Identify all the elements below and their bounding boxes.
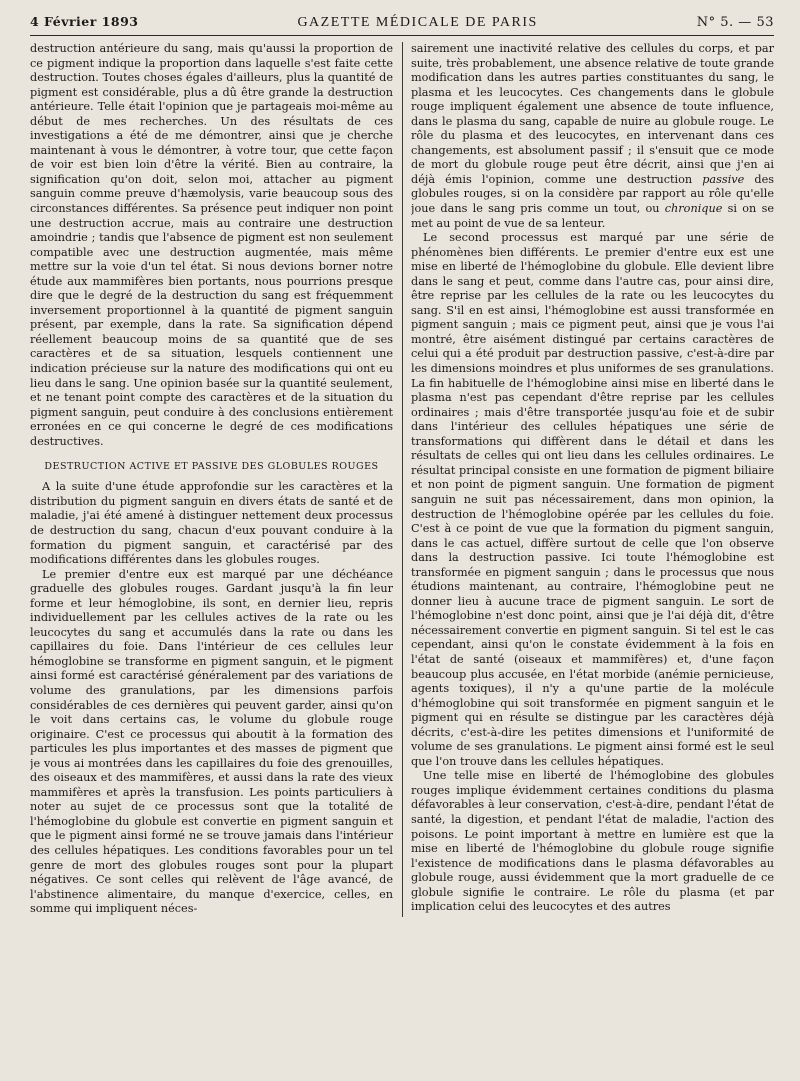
- emphasis-passive: passive: [702, 172, 745, 186]
- article-body: [30, 42, 774, 917]
- left-column: [30, 42, 393, 917]
- paragraph: [411, 42, 774, 231]
- paragraph: Le second processus est marqué par une série de phénomènes bien différents. Le premier d'entre eux est une mise en liberté de l'hémoglobine du globule. Elle devient libre dans le sang et peut, comme dans l'autre cas, pour ainsi dire, être reprise par les cellules de la rate ou les leucocytes du sang. S'il en est ainsi, l'hémoglobine est aussi transformée en pigment sanguin ; mais ce pigment peut, ainsi que je vous l'ai montré, être aisément distingué par certains caractères de celui qui a été produit par destruction passive, c'est-à-dire par les dimensions moindres et plus uniformes de ses granulations. La fin habituelle de l'hémoglobine ainsi mise en liberté dans le plasma n'est pas cependant d'être reprise par les cellules ordinaires ; mais d'être transportée jusqu'au foie et de subir dans l'intérieur des cellules hépatiques une série de transformations qui diffèrent dans le détail et dans les résultats de celles qui ont lieu dans les cellules ordinaires. Le résultat principal consiste en une formation de pigment biliaire et non point de pigment sanguin. Une formation de pigment sanguin ne suit pas nécessairement, dans mon opinion, la destruction de l'hémoglobine opérée par les cellules du foie. C'est à ce point de vue que la formation du pigment sanguin, dans le cas actuel, diffère surtout de celle que l'on observe dans la destruction passive. Ici toute l'hémoglobine est transformée en pigment sanguin ; dans le processus que nous étudions maintenant, au contraire, l'hémoglobine peut ne donner lieu à aucune trace de pigment sanguin. Le sort de l'hémoglobine n'est donc point, ainsi que je l'ai déjà dit, d'être nécessairement convertie en pigment sanguin. Si tel est le cas cependant, ainsi qu'on le constate évidemment à la fois en l'état de santé (oiseaux et mammifères) et, d'une façon beaucoup plus accusée, en l'état morbide (anémie pernicieuse, agents toxiques), il n'y a qu'une partie de la molécule d'hémoglobine qui soit transformée en pigment sanguin et le pigment qui en résulte se distingue par les caractères déjà décrits, c'est-à-dire les petites dimensions et l'uniformité de volume de ses granulations. Le pigment ainsi formé est le seul que l'on trouve dans les cellules hépatiques.: [411, 231, 774, 768]
- emphasis-chronique: chronique: [664, 202, 723, 216]
- paragraph: A la suite d'une étude approfondie sur les caractères et la distribution du pigment sanguin en divers états de santé et de maladie, j'ai été amené à distinguer nettement deux processus de destruction du sang, chacun d'eux pouvant conduire à la formation du pigment sanguin, et caractérisé par des modifications différentes dans les globules rouges.: [30, 480, 393, 567]
- journal-title: GAZETTE MÉDICALE DE PARIS: [297, 15, 538, 30]
- right-column: [411, 42, 774, 917]
- text-run: si on se met au point de vue de sa lenteur.: [411, 202, 774, 230]
- paragraph: destruction antérieure du sang, mais qu'aussi la proportion de ce pigment indique la proportion dans laquelle s'est faite cette destruction. Toutes choses égales d'ailleurs, plus la quantité de pigment est considérable, plus a dû être grande la destruction antérieure. Telle était l'opinion que je partageais moi-même au début de mes recherches. Un des résultats de ces investigations a été de me démontrer, ainsi que je cherche maintenant à vous le démontrer, à votre tour, que cette façon de voir est bien loin d'être la vérité. Bien au contraire, la signification qu'on doit, selon moi, attacher au pigment sanguin comme preuve d'hæmolysis, varie beaucoup sous des circonstances différentes. Sa présence peut indiquer non point une destruction accrue, mais au contraire une destruction amoindrie ; tandis que l'absence de pigment est non seulement compatible avec une destruction augmentée, mais même mettre sur la voie d'un tel état. Si nous devions borner notre étude aux mammifères bien portants, nous pourrions presque dire que le degré de la destruction du sang est fréquemment inversement proportionnel à la quantité de pigment sanguin présent, par exemple, dans la rate. Sa signification dépend réellement beaucoup moins de sa quantité que de ses caractères et de sa situation, lesquels contiennent une indication précieuse sur la nature des modifications qui ont eu lieu dans le sang. Une opinion basée sur la quantité seulement, et ne tenant point compte des caractères et de la situation du pigment sanguin, peut conduire à des conclusions entièrement erronées en ce qui concerne le degré de ces modifications destructives.: [30, 42, 393, 448]
- page-header: [30, 14, 774, 36]
- section-heading: DESTRUCTION ACTIVE ET PASSIVE DES GLOBULES ROUGES: [44, 461, 379, 473]
- text-run: des globules rouges, si on la considère par rapport au rôle qu'elle joue dans le sang pris comme un tout, ou: [411, 172, 774, 216]
- issue-date: 4 Février 1893: [30, 14, 139, 29]
- paragraph: Une telle mise en liberté de l'hémoglobine des globules rouges implique évidemment certaines conditions du plasma défavorables à leur conservation, c'est-à-dire, pendant l'état de santé, la digestion, et pendant l'état de maladie, l'action des poisons. Le point important à mettre en lumière est que la mise en liberté de l'hémoglobine du globule rouge signifie l'existence de modifications dans le plasma défavorables au globule rouge, aussi évidemment que la mort graduelle de ce globule signifie le contraire. Le rôle du plasma (et par implication celui des leucocytes et des autres: [411, 769, 774, 914]
- text-run: sairement une inactivité relative des cellules du corps, et par suite, très probablement, une absence relative de toute grande modification dans les autres parties constituantes du sang, le plasma et les leucocytes. Ces changements dans le globule rouge impliquent également une absence de toute influence, dans le plasma du sang, capable de nuire au globule rouge. Le rôle du plasma et des leucocytes, en intervenant dans ces changements, est absolument passif ; il s'ensuit que ce mode de mort du globule rouge peut être décrit, ainsi que j'en ai déjà émis l'opinion, comme une destruction: [411, 42, 774, 186]
- paragraph: Le premier d'entre eux est marqué par une déchéance graduelle des globules rouges. Gardant jusqu'à la fin leur forme et leur hémoglobine, ils sont, en dernier lieu, repris individuellement par les cellules actives de la rate ou les leucocytes du sang et accumulés dans la rate ou dans les capillaires du foie. Dans l'intérieur de ces cellules leur hémoglobine se transforme en pigment sanguin, et le pigment ainsi formé est caractérisé généralement par des variations de volume des granulations, par les dimensions parfois considérables de ces dernières qui peuvent garder, ainsi qu'on le voit dans certains cas, le volume du globule rouge originaire. C'est ce processus qui aboutit à la formation des particules les plus importantes et des masses de pigment que je vous ai montrées dans les capillaires du foie des grenouilles, des oiseaux et des mammifères, et aussi dans la rate des vieux mammifères et après la transfusion. Les points particuliers à noter au sujet de ce processus sont que la totalité de l'hémoglobine du globule est convertie en pigment sanguin et que le pigment ainsi formé ne se trouve jamais dans l'intérieur des cellules hépatiques. Les conditions favorables pour un tel genre de mort des globules rouges sont pour la plupart négatives. Ce sont celles qui relèvent de l'âge avancé, de l'abstinence alimentaire, du manque d'exercice, celles, en somme qui impliquent néces-: [30, 567, 393, 916]
- page-number: N° 5. — 53: [696, 15, 774, 30]
